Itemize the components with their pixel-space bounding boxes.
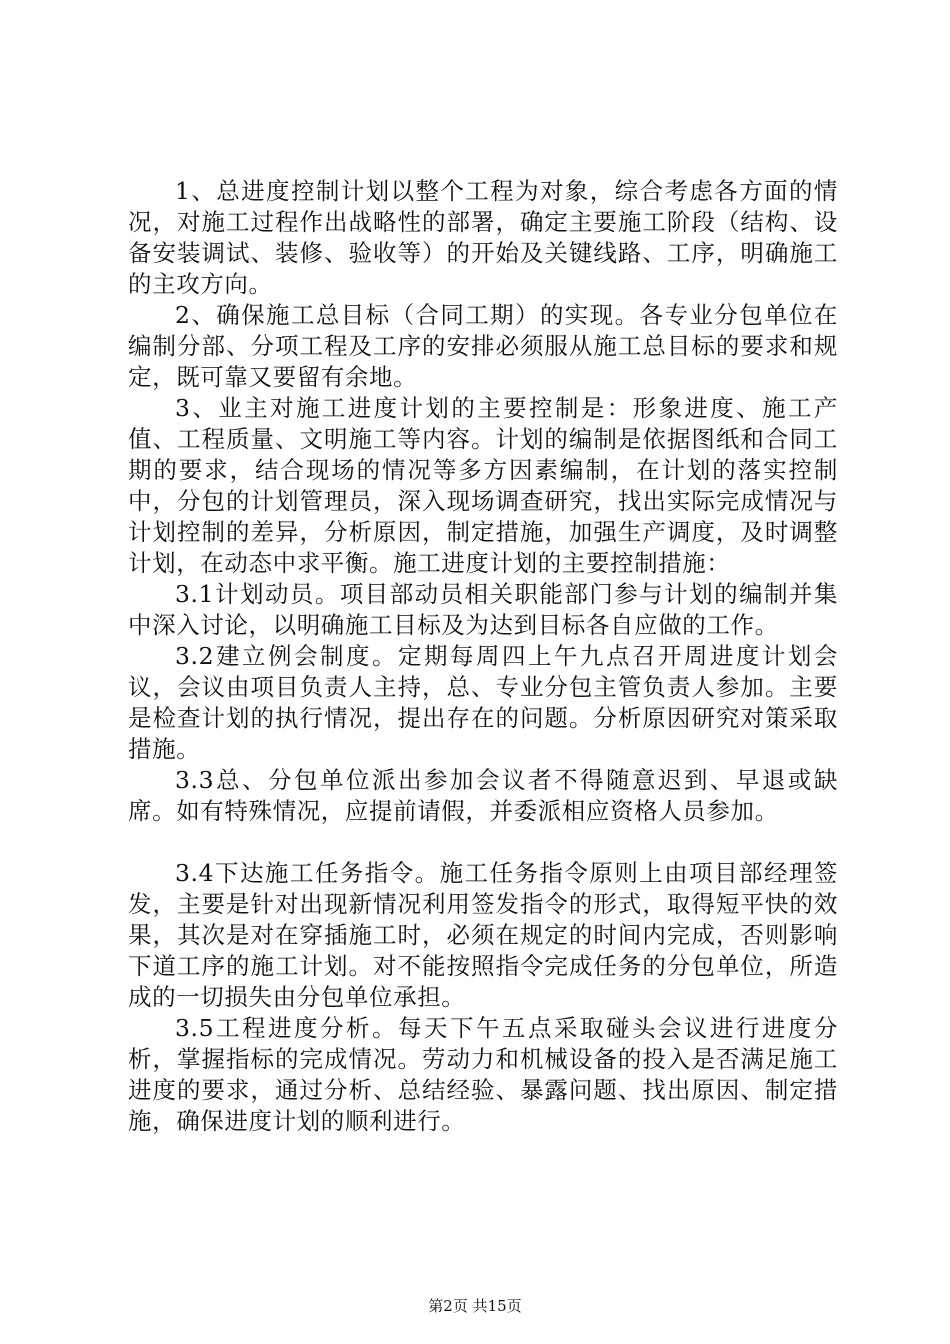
paragraph-3-3: 3.3总、分包单位派出参加会议者不得随意迟到、早退或缺席。如有特殊情况，应提前请假，并委派相应资格人员参加。 xyxy=(128,766,838,825)
paragraph-3-2: 3.2建立例会制度。定期每周四上午九点召开周进度计划会议，会议由项目负责人主持，总、专业分包主管负责人参加。主要是检查计划的执行情况，提出存在的问题。分析原因研究对策采取措施。 xyxy=(128,642,838,763)
page-number-footer: 第2页 共15页 xyxy=(428,1297,522,1315)
paragraph-3-4: 3.4下达施工任务指令。施工任务指令原则上由项目部经理签发，主要是针对出现新情况利用签发指令的形式，取得短平快的效果，其次是对在穿插施工时，必须在规定的时间内完成，否则影响下道工序的施工计划。对不能按照指令完成任务的分包单位，所造成的一切损失由分包单位承担。 xyxy=(128,859,838,1011)
paragraph-3-5: 3.5工程进度分析。每天下午五点采取碰头会议进行进度分析，掌握指标的完成情况。劳动力和机械设备的投入是否满足施工进度的要求，通过分析、总结经验、暴露问题、找出原因、制定措施，确保进度计划的顺利进行。 xyxy=(128,1014,838,1135)
paragraph-3-1: 3.1计划动员。项目部动员相关职能部门参与计划的编制并集中深入讨论，以明确施工目标及为达到目标各自应做的工作。 xyxy=(128,580,838,639)
document-body xyxy=(128,176,838,1137)
paragraph-2: 2、确保施工总目标（合同工期）的实现。各专业分包单位在编制分部、分项工程及工序的安排必须服从施工总目标的要求和规定，既可靠又要留有余地。 xyxy=(128,301,838,391)
paragraph-spacer xyxy=(128,827,838,858)
paragraph-1: 1、总进度控制计划以整个工程为对象，综合考虑各方面的情况，对施工过程作出战略性的部署，确定主要施工阶段（结构、设备安装调试、装修、验收等）的开始及关键线路、工序，明确施工的主攻方向。 xyxy=(128,177,838,298)
paragraph-3: 3、业主对施工进度计划的主要控制是：形象进度、施工产值、工程质量、文明施工等内容。计划的编制是依据图纸和合同工期的要求，结合现场的情况等多方因素编制，在计划的落实控制中，分包的计划管理员，深入现场调查研究，找出实际完成情况与计划控制的差异，分析原因，制定措施，加强生产调度，及时调整计划，在动态中求平衡。施工进度计划的主要控制措施： xyxy=(128,394,838,577)
